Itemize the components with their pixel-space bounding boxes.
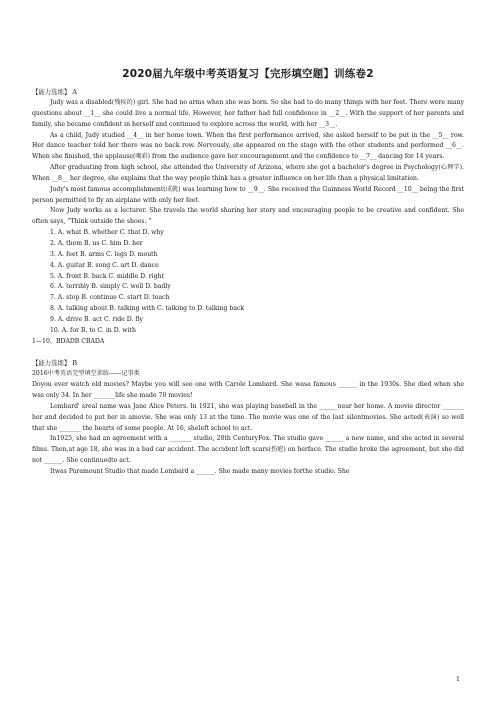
option-line-7: 7. A. stop B. continue C. start D. teach (50, 294, 170, 302)
option-line-6: 6. A. terribly B. simply C. well D. badly (50, 283, 171, 291)
section-b-paragraph-3: In1925, she had an agreement with a _______ studio, 20th CenturyFox. The studio gave ______ a new name, and she acted in several films. Then,at age 18, she was in a bad car accident. The accident left scars(伤疤) on herface. The studio broke the agreement, but she did not ______. She continuedto act. (32, 435, 464, 465)
document-page (32, 66, 464, 478)
section-b-subtitle: 2016中考英语完型填空训练——记事类 (32, 370, 140, 378)
section-a-paragraph-4: Judy's most famous accomplishment(成就) was learning how to __9__. She received the Guinness World Record __10__ being the first person permitted to fly an airplane with only her feet. (32, 185, 464, 204)
document-title: 2020届九年级中考英语复习【完形填空题】训练卷2 (122, 68, 374, 80)
option-line-2: 2. A. them B. us C. him D. her (50, 239, 143, 247)
section-a-paragraph-2: As a child, Judy studied __4__ in her home town. When the first performance arrived, she asked herself to be put in the __5__ row. Her dance teacher told her there was no back row. Nervously, she appeared on the stage with the other students and performed __6__. When she finished, the applause(喝彩) from the audience gave her encouragement and the confidence to __7__ dancing for 14 years. (32, 131, 464, 161)
section-a-header: 【能力选练】 A (32, 88, 77, 96)
section-a-paragraph-3: After graduating from high school, she attended the University of Arizona, where she got a bachelor's degree in Psychology(心理学). When __8__ her degree, she explains that the way people think has a greater influence on her life than a physical limitation. (32, 164, 464, 182)
option-line-10: 10. A. for B. to C. in D. with (50, 326, 136, 334)
section-a-paragraph-1: Judy was a disabled(残疾的) girl. She had no arms when she was born. So she had to do many things with her feet. There were many questions about __1__ she could live a normal life. However, her father had full confidence in __2__. With the support of her parents and family, she became confident in herself and continued to explore across the world, with her __3__. (32, 99, 464, 128)
section-b-header: 【能力选练】 B (32, 359, 78, 368)
option-line-4: 4. A. guitar B. song C. art D. dance (50, 261, 159, 269)
section-b-paragraph-1: Doyou ever watch old movies? Maybe you will see one with Carole Lombard. She wasa famous ______ in the 1930s. She died when she was only 34. In her _______life she made 70 movies! (32, 381, 464, 400)
option-line-3: 3. A. feet B. arms C. legs D. mouth (50, 250, 158, 258)
option-line-5: 5. A. front B. back C. middle D. right (50, 272, 164, 280)
section-a-paragraph-5: Now Judy works as a lecturer. She travels the world sharing her story and encouraging people to be creative and confident. She often says, “Think outside the shoes. ” (32, 207, 464, 226)
section-spacer (32, 347, 464, 358)
page-number: 1 (456, 676, 460, 683)
option-line-9: 9. A. drive B. act C. ride D. fly (50, 315, 143, 323)
section-b-paragraph-4: Itwas Paramount Studio that made Lombard a ______. She made many movies forthe studio. She (50, 468, 350, 475)
option-line-1: 1. A. what B. whether C. that D. why (50, 229, 164, 237)
answer-key: 1—10、BDADB CBADA (32, 337, 105, 345)
section-b-paragraph-2: Lombard' sreal name was Jane Alice Peters. In 1921, she was playing baseball in the ______near her home. A movie director _______ her and decided to put her in amovie. She was only 13 at the time. The movie was one of the last silentmovies. She acted(表演) so well that she _______ the hearts of some people. At 16, sheleft school to act. (32, 402, 464, 432)
option-line-8: 8. A. talking about B. talking with C. talking to D. talking back (50, 305, 245, 313)
